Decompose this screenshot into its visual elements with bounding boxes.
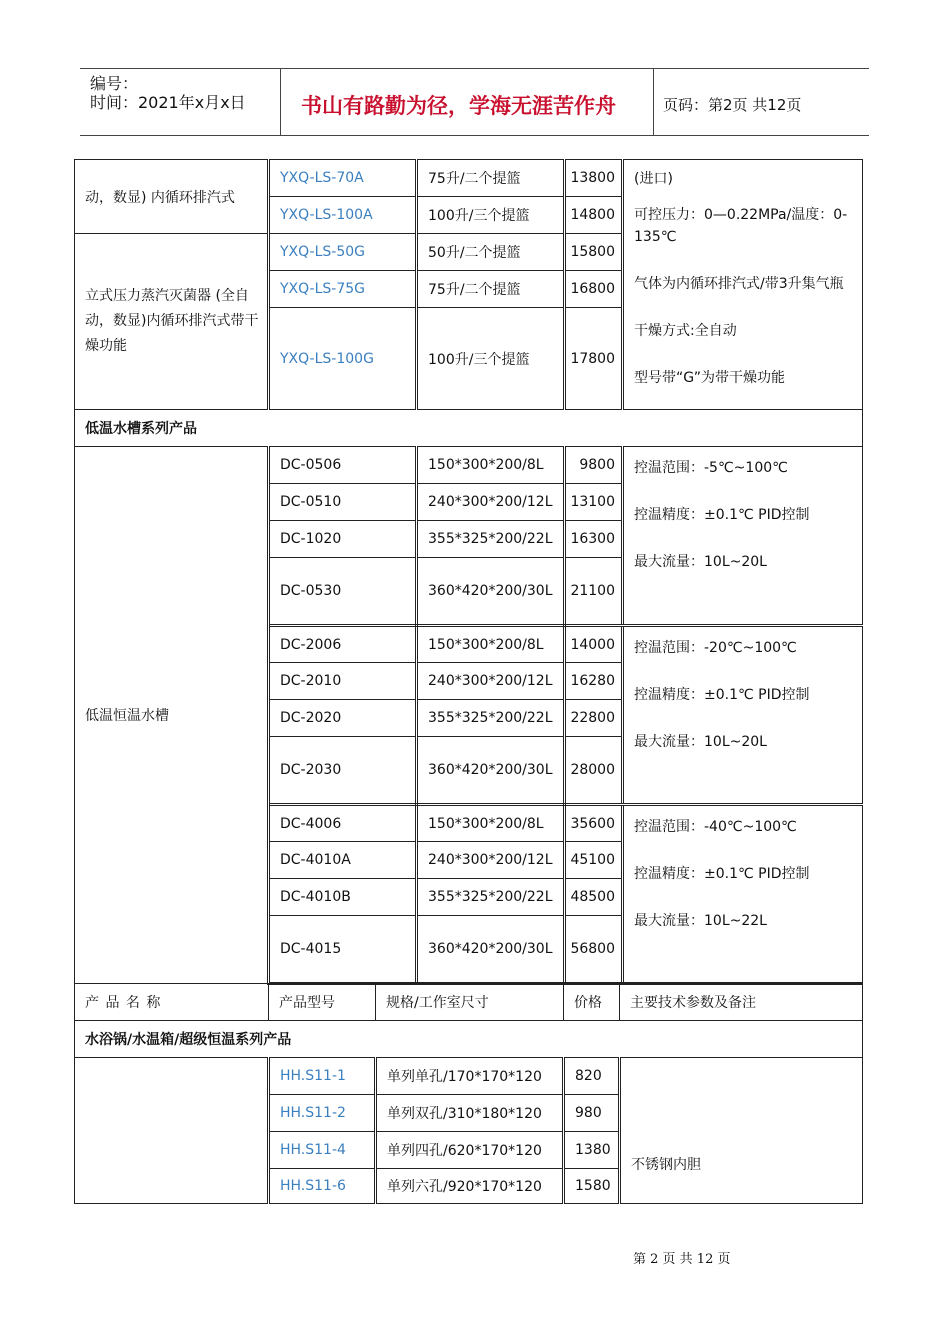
price-cell: 16280	[565, 663, 623, 700]
column-header-price: 价格	[564, 984, 620, 1021]
price-cell: 21100	[565, 558, 623, 626]
water-bath-note: 不锈钢内胆	[620, 1058, 863, 1204]
section-header-row	[75, 410, 863, 447]
spec-cell: 150*300*200/8L	[417, 447, 565, 484]
price-cell: 1580	[564, 1169, 620, 1204]
price-cell: 15800	[565, 234, 623, 271]
spec-cell: 50升/二个提篮	[417, 234, 565, 271]
price-cell: 17800	[565, 308, 623, 410]
spec-cell: 360*420*200/30L	[417, 558, 565, 626]
model-link[interactable]: YXQ-LS-50G	[280, 244, 366, 260]
model-cell: DC-2020	[269, 700, 417, 737]
header-bottom-rule	[80, 135, 869, 136]
model-cell: DC-4010A	[269, 842, 417, 879]
header-page-label: 页码：第2页 共12页	[663, 96, 802, 114]
model-link[interactable]: YXQ-LS-70A	[280, 170, 364, 186]
price-cell: 9800	[565, 447, 623, 484]
section-title: 水浴锅/水温箱/超级恒温系列产品	[75, 1021, 863, 1058]
param-line: 可控压力：0—0.22MPa/温度：0-135℃	[634, 207, 848, 245]
spec-cell: 360*420*200/30L	[417, 737, 565, 805]
model-link[interactable]: HH.S11-1	[280, 1068, 346, 1084]
price-cell: 13800	[565, 160, 623, 197]
param-line: (进口)	[634, 171, 673, 187]
model-link[interactable]: YXQ-LS-100G	[280, 350, 374, 367]
param-line: 控温精度：±0.1℃ PID控制	[634, 507, 810, 523]
header-number-label: 编号：	[90, 74, 139, 93]
table-row	[75, 447, 863, 484]
page-footer: 第 2 页 共 12 页	[633, 1252, 731, 1267]
header-top-rule	[80, 68, 869, 69]
model-cell: DC-4015	[269, 916, 417, 984]
product-name-cell	[75, 1058, 269, 1204]
price-cell: 820	[564, 1058, 620, 1095]
header-time-label: 时间：2021年x月x日	[90, 93, 246, 112]
spec-cell: 240*300*200/12L	[417, 663, 565, 700]
column-header-name: 产 品 名 称	[75, 984, 269, 1021]
model-cell: DC-4006	[269, 805, 417, 842]
price-table-top	[74, 159, 863, 985]
price-cell: 56800	[565, 916, 623, 984]
model-cell: DC-4010B	[269, 879, 417, 916]
param-line: 最大流量：10L~20L	[634, 734, 767, 750]
spec-cell: 240*300*200/12L	[417, 842, 565, 879]
spec-cell: 单列四孔/620*170*120	[376, 1132, 564, 1169]
price-cell: 980	[564, 1095, 620, 1132]
spec-cell: 355*325*200/22L	[417, 700, 565, 737]
price-cell: 14000	[565, 626, 623, 663]
param-line: 最大流量：10L~22L	[634, 913, 767, 929]
model-cell: DC-1020	[269, 521, 417, 558]
column-header-params: 主要技术参数及备注	[620, 984, 863, 1021]
column-header-row	[75, 984, 863, 1021]
param-line: 控温范围：-40℃~100℃	[634, 819, 797, 835]
low-temp-params	[623, 626, 863, 805]
autoclave-params	[623, 160, 863, 410]
product-name-cell: 低温恒温水槽	[75, 447, 269, 984]
low-temp-params	[623, 447, 863, 626]
param-line: 最大流量：10L~20L	[634, 554, 767, 570]
param-line: 型号带“G”为带干燥功能	[634, 370, 786, 386]
price-cell: 14800	[565, 197, 623, 234]
spec-cell: 单列六孔/920*170*120	[376, 1169, 564, 1204]
section-title: 低温水槽系列产品	[75, 410, 863, 447]
param-line: 控温范围：-5℃~100℃	[634, 460, 788, 476]
model-link[interactable]: HH.S11-2	[280, 1105, 346, 1121]
column-header-spec: 规格/工作室尺寸	[376, 984, 564, 1021]
price-cell: 1380	[564, 1132, 620, 1169]
param-line: 干燥方式:全自动	[634, 323, 737, 339]
model-link[interactable]: HH.S11-4	[280, 1142, 346, 1158]
price-cell: 13100	[565, 484, 623, 521]
model-cell: DC-0510	[269, 484, 417, 521]
param-line: 气体为内循环排汽式/带3升集气瓶	[634, 276, 844, 292]
column-header-model: 产品型号	[269, 984, 376, 1021]
header-motto: 书山有路勤为径，学海无涯苦作舟	[301, 93, 616, 118]
model-cell: DC-0506	[269, 447, 417, 484]
table-row	[75, 1058, 863, 1095]
param-line: 控温精度：±0.1℃ PID控制	[634, 687, 810, 703]
spec-cell: 355*325*200/22L	[417, 521, 565, 558]
low-temp-params	[623, 805, 863, 984]
spec-cell: 150*300*200/8L	[417, 626, 565, 663]
price-cell: 28000	[565, 737, 623, 805]
model-cell: DC-2010	[269, 663, 417, 700]
model-link[interactable]: HH.S11-6	[280, 1178, 346, 1194]
header-divider	[653, 68, 654, 136]
spec-cell: 75升/二个提篮	[417, 160, 565, 197]
spec-cell: 75升/二个提篮	[417, 271, 565, 308]
spec-cell: 100升/三个提篮	[417, 197, 565, 234]
param-line: 控温精度：±0.1℃ PID控制	[634, 866, 810, 882]
spec-cell: 355*325*200/22L	[417, 879, 565, 916]
spec-cell: 150*300*200/8L	[417, 805, 565, 842]
table-row	[75, 160, 863, 197]
spec-cell: 360*420*200/30L	[417, 916, 565, 984]
spec-cell: 单列双孔/310*180*120	[376, 1095, 564, 1132]
spec-cell: 100升/三个提篮	[417, 308, 565, 410]
spec-cell: 240*300*200/12L	[417, 484, 565, 521]
model-link[interactable]: YXQ-LS-75G	[280, 281, 366, 297]
model-cell: DC-0530	[269, 558, 417, 626]
price-cell: 48500	[565, 879, 623, 916]
price-cell: 35600	[565, 805, 623, 842]
model-link[interactable]: YXQ-LS-100A	[280, 207, 373, 223]
price-table-bottom	[74, 983, 863, 1204]
price-cell: 16800	[565, 271, 623, 308]
price-cell: 45100	[565, 842, 623, 879]
model-cell: DC-2006	[269, 626, 417, 663]
section-header-row	[75, 1021, 863, 1058]
product-name-cell: 立式压力蒸汽灭菌器 (全自动，数显)内循环排汽式带干燥功能	[75, 234, 269, 410]
model-cell: DC-2030	[269, 737, 417, 805]
spec-cell: 单列单孔/170*170*120	[376, 1058, 564, 1095]
price-cell: 16300	[565, 521, 623, 558]
header-divider	[280, 68, 281, 136]
param-line: 控温范围：-20℃~100℃	[634, 640, 797, 656]
price-cell: 22800	[565, 700, 623, 737]
product-name-cell: 动，数显) 内循环排汽式	[75, 160, 269, 234]
